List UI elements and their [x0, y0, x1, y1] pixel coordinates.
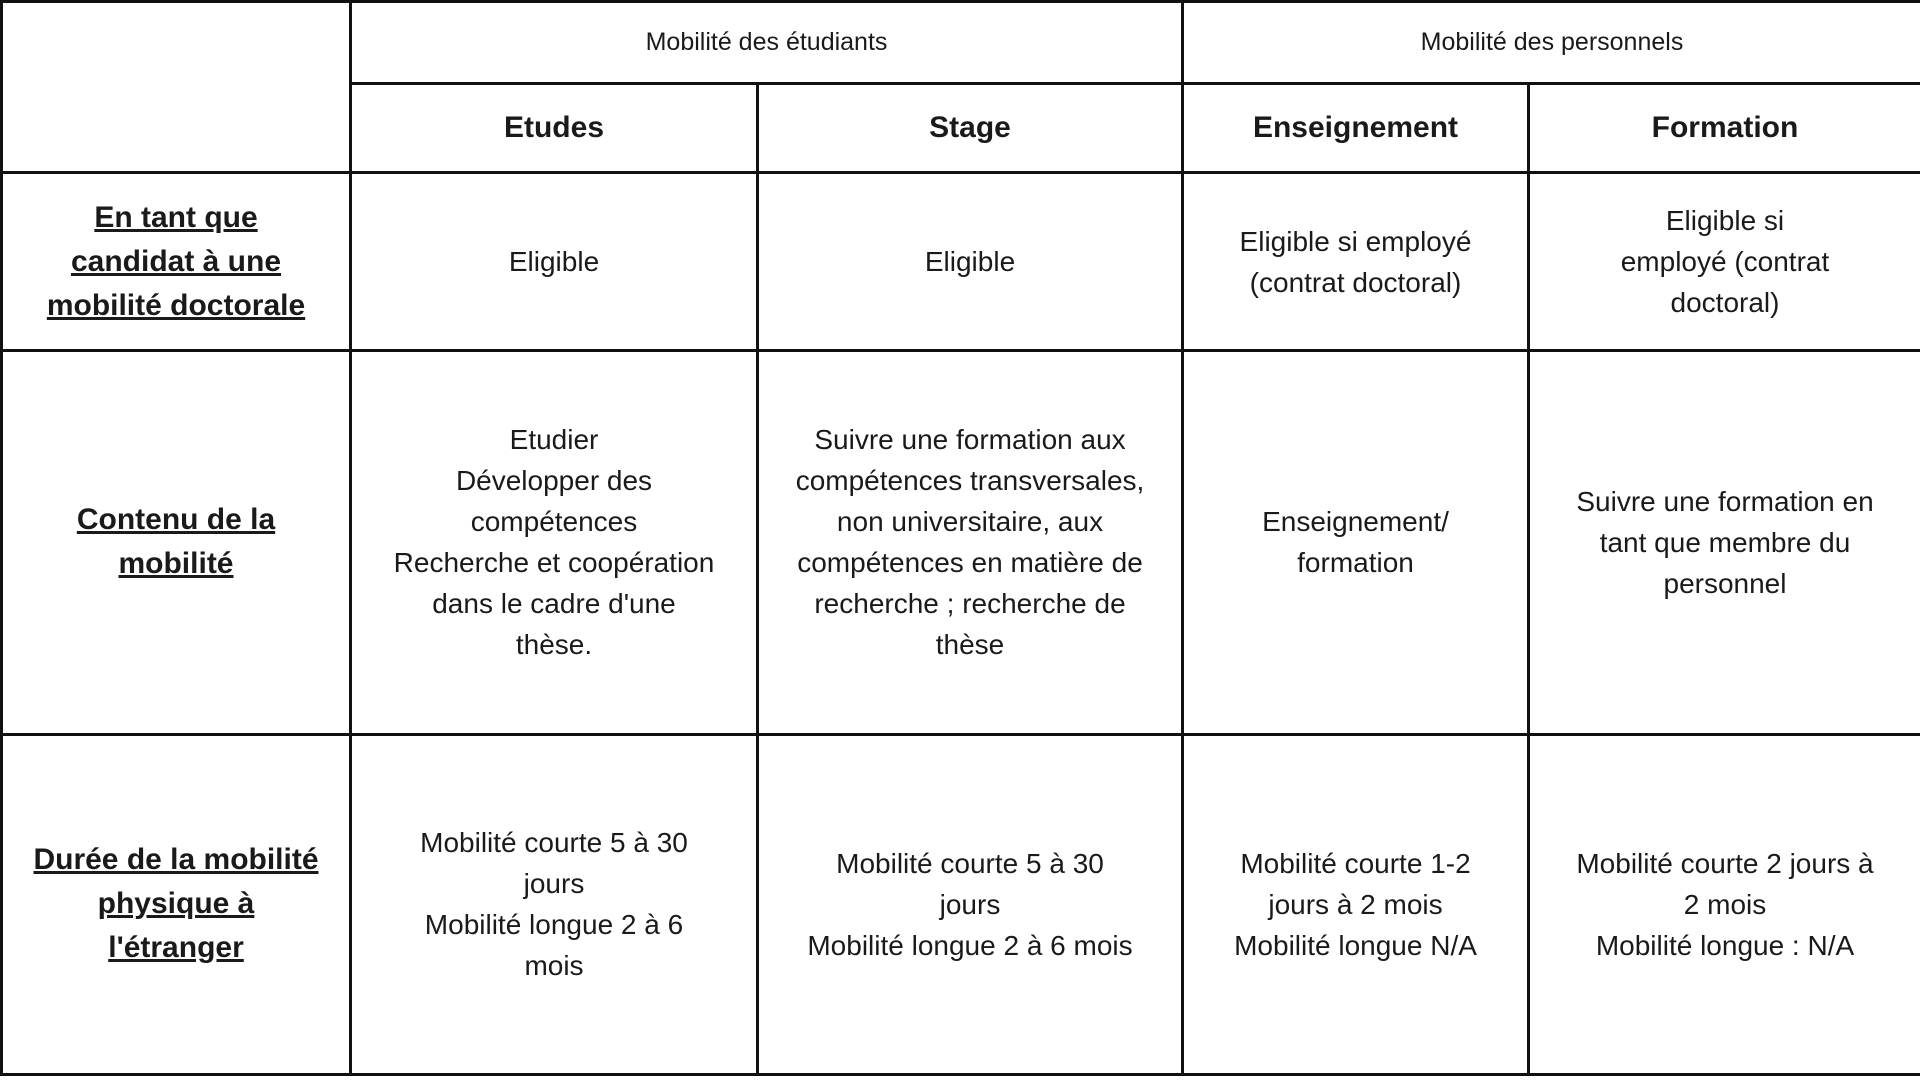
cell-line: Mobilité courte 2 jours à — [1576, 847, 1874, 879]
cell-candidat-enseignement — [1183, 173, 1529, 351]
cell-line: Eligible — [508, 246, 600, 278]
cell-line: Mobilité courte 5 à 30 — [836, 847, 1104, 879]
row-header-line: mobilité doctorale — [46, 288, 306, 322]
cell-line: compétences transversales, — [795, 465, 1145, 497]
row-header-line: l'étranger — [108, 931, 244, 965]
cell-line: Mobilité longue 2 à 6 mois — [807, 929, 1133, 961]
cell-line: personnel — [1663, 567, 1787, 599]
column-header-formation: Formation — [1529, 84, 1920, 173]
cell-line: Recherche et coopération — [393, 547, 715, 579]
row-header-line: Durée de la mobilité — [33, 843, 319, 877]
row-header-line: mobilité — [118, 547, 234, 581]
cell-line: compétences en matière de — [797, 547, 1143, 579]
cell-line: Mobilité courte 5 à 30 — [420, 827, 688, 859]
column-header-etudes: Etudes — [351, 84, 758, 173]
group-header-staff: Mobilité des personnels — [1183, 2, 1920, 84]
cell-line: mois — [524, 950, 584, 982]
row-header-line: Contenu de la — [76, 503, 276, 537]
row-header-candidat — [2, 173, 351, 351]
cell-line: Mobilité longue 2 à 6 — [424, 909, 684, 941]
cell-line: formation — [1297, 547, 1414, 579]
cell-line: compétences — [470, 506, 638, 538]
cell-candidat-etudes — [351, 173, 758, 351]
cell-line: Eligible si employé — [1239, 225, 1472, 257]
cell-line: dans le cadre d'une — [432, 588, 676, 620]
row-header-line: physique à — [97, 887, 255, 921]
cell-line: Développer des — [455, 465, 653, 497]
cell-line: tant que membre du — [1599, 526, 1851, 558]
row-header-contenu — [2, 351, 351, 734]
cell-duree-etudes — [351, 734, 758, 1074]
cell-duree-stage — [758, 734, 1183, 1074]
table-row-candidat — [2, 173, 1920, 351]
cell-duree-formation — [1529, 734, 1920, 1074]
cell-line: jours — [939, 888, 1001, 920]
cell-line: recherche ; recherche de — [814, 588, 1126, 620]
cell-line: 2 mois — [1683, 888, 1767, 920]
cell-line: Etudier — [509, 424, 599, 456]
cell-line: Mobilité courte 1-2 — [1240, 847, 1471, 879]
cell-contenu-stage — [758, 351, 1183, 734]
cell-candidat-stage — [758, 173, 1183, 351]
cell-contenu-formation — [1529, 351, 1920, 734]
cell-line: Suivre une formation en — [1576, 485, 1874, 517]
cell-line: employé (contrat — [1620, 246, 1830, 278]
group-header-students: Mobilité des étudiants — [351, 2, 1183, 84]
cell-line: (contrat doctoral) — [1249, 266, 1462, 298]
cell-line: Suivre une formation aux — [814, 424, 1126, 456]
cell-line: non universitaire, aux — [836, 506, 1104, 538]
empty-corner-cell — [2, 2, 351, 173]
cell-contenu-etudes — [351, 351, 758, 734]
cell-line: Eligible si — [1665, 205, 1785, 237]
cell-line: thèse — [935, 629, 1005, 661]
cell-line: thèse. — [515, 629, 593, 661]
group-header-row — [2, 2, 1920, 84]
cell-line: Enseignement/ — [1262, 506, 1449, 538]
row-header-line: candidat à une — [70, 244, 282, 278]
row-header-line: En tant que — [94, 200, 258, 234]
cell-line: jours — [523, 868, 585, 900]
table-row-duree — [2, 734, 1920, 1074]
cell-line: doctoral) — [1670, 287, 1780, 319]
cell-line: jours à 2 mois — [1268, 888, 1443, 920]
cell-line: Eligible — [924, 246, 1016, 278]
cell-contenu-enseignement — [1183, 351, 1529, 734]
cell-line: Mobilité longue N/A — [1234, 929, 1477, 961]
cell-duree-enseignement — [1183, 734, 1529, 1074]
table-row-contenu — [2, 351, 1920, 734]
cell-line: Mobilité longue : N/A — [1595, 929, 1855, 961]
cell-candidat-formation — [1529, 173, 1920, 351]
row-header-duree — [2, 734, 351, 1074]
column-header-enseignement: Enseignement — [1183, 84, 1529, 173]
column-header-stage: Stage — [758, 84, 1183, 173]
